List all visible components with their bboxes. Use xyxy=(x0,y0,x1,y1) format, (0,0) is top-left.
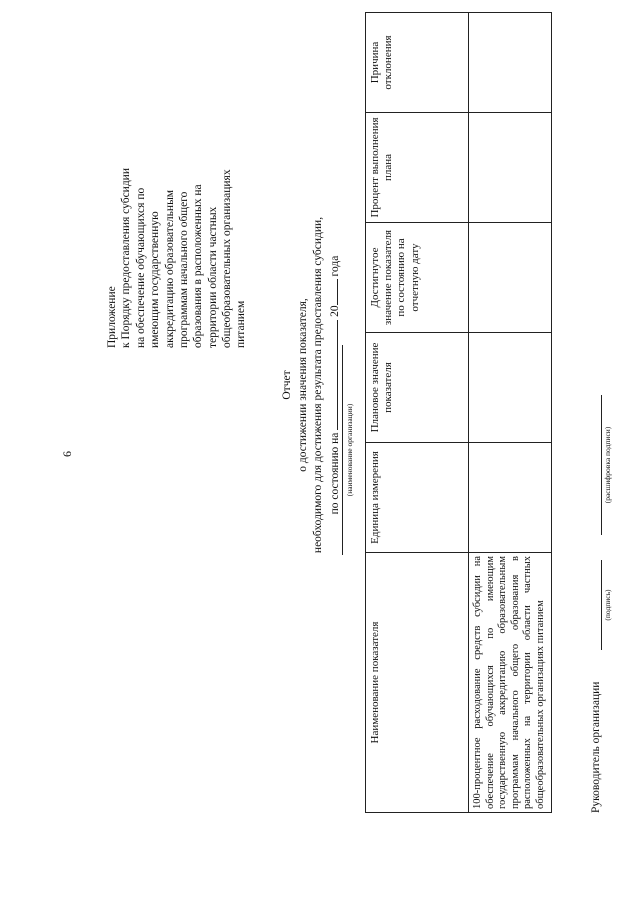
signature-caption: (подпись) xyxy=(603,589,612,621)
header-deviation-reason: Причина отклонения xyxy=(366,13,469,113)
reason-cell xyxy=(469,13,552,113)
header-achieved-value: Достигнутое значение показателя по состоянию на отчетную дату xyxy=(366,223,469,333)
report-subtitle-1: о достижении значения показателя, xyxy=(296,298,309,472)
appendix-line: территории области частных xyxy=(206,206,219,348)
organization-name-line xyxy=(342,345,343,555)
appendix-title: Приложение xyxy=(106,286,118,348)
indicator-table xyxy=(365,12,552,813)
report-heading xyxy=(280,185,343,585)
percent-cell xyxy=(469,113,552,223)
report-title: Отчет xyxy=(281,370,293,400)
appendix-line: на обеспечение обучающихся по xyxy=(134,187,147,348)
report-date-prefix: по состоянию на xyxy=(328,432,341,515)
report-date-line xyxy=(327,185,344,585)
report-subtitle-2: необходимого для достижения результата предоставления субсидии, xyxy=(312,216,325,554)
header-planned-value: Плановое значение показателя xyxy=(366,333,469,443)
date-blank xyxy=(327,320,338,430)
organization-caption: (наименование организации) xyxy=(345,403,354,497)
header-unit: Единица измерения xyxy=(366,443,469,553)
appendix-line: образования в расположенных на xyxy=(192,184,205,348)
indicator-name-cell: 100-процентное расходование средств субсидии на обеспечение обучающихся по имеющим государственную аккредитацию образовательным программам начального общего образования в расположенных на территории области частных общеобразовательных организациях питанием xyxy=(469,553,552,813)
year-blank xyxy=(327,279,338,305)
appendix-line: общеобразовательных организациях xyxy=(221,169,233,348)
achieved-value-cell xyxy=(469,223,552,333)
signature-decode-caption: (расшифровка подписи) xyxy=(603,426,612,504)
report-date-suffix: года xyxy=(328,255,341,277)
signature-decode-line xyxy=(601,395,602,535)
header-indicator-name: Наименование показателя xyxy=(366,553,469,813)
signature-line xyxy=(601,560,602,650)
appendix-line: имеющим государственную xyxy=(149,211,162,348)
appendix-line: питанием xyxy=(235,300,248,348)
unit-cell xyxy=(469,443,552,553)
table-header-row xyxy=(366,13,469,813)
appendix-block xyxy=(105,18,249,348)
planned-value-cell xyxy=(469,333,552,443)
table-row xyxy=(469,13,552,813)
report-year-prefix: 20 xyxy=(328,305,341,317)
header-percent-completion: Процент выполнения плана xyxy=(366,113,469,223)
page-number: 6 xyxy=(60,451,74,457)
appendix-line: программам начального общего xyxy=(177,191,190,348)
appendix-line: аккредитацию образовательным xyxy=(163,189,176,348)
appendix-line: к Порядку предоставления субсидии xyxy=(120,168,133,348)
signature-label: Руководитель организации xyxy=(590,681,602,813)
